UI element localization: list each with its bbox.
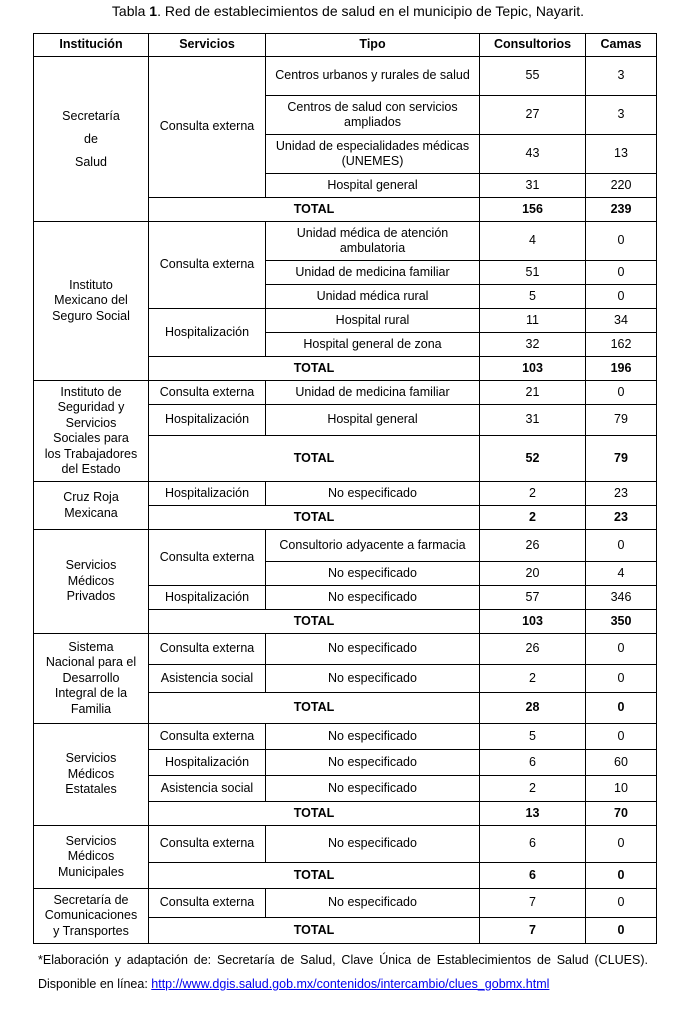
header-camas: Camas bbox=[586, 34, 657, 57]
camas-cell: 4 bbox=[586, 562, 657, 586]
total-label: TOTAL bbox=[149, 357, 480, 381]
camas-cell: 0 bbox=[586, 889, 657, 918]
servicios-cell: Asistencia social bbox=[149, 665, 266, 693]
camas-cell: 3 bbox=[586, 96, 657, 135]
consultorios-cell: 6 bbox=[480, 750, 586, 776]
camas-cell: 60 bbox=[586, 750, 657, 776]
total-label: TOTAL bbox=[149, 506, 480, 530]
table-row bbox=[34, 381, 657, 405]
table-row bbox=[34, 724, 657, 750]
tipo-cell: Unidad de medicina familiar bbox=[266, 261, 480, 285]
caption-number: 1 bbox=[149, 3, 158, 19]
tipo-cell: Unidad de medicina familiar bbox=[266, 381, 480, 405]
institucion-cell: Servicios Médicos Municipales bbox=[34, 826, 149, 889]
servicios-cell: Consulta externa bbox=[149, 826, 266, 863]
tipo-cell: No especificado bbox=[266, 562, 480, 586]
caption-text: . Red de establecimientos de salud en el municipio de Tepic, Nayarit. bbox=[157, 3, 585, 19]
camas-cell: 3 bbox=[586, 57, 657, 96]
consultorios-cell: 57 bbox=[480, 586, 586, 610]
servicios-cell: Hospitalización bbox=[149, 482, 266, 506]
consultorios-cell: 5 bbox=[480, 724, 586, 750]
camas-cell: 13 bbox=[586, 135, 657, 174]
tipo-cell: No especificado bbox=[266, 889, 480, 918]
camas-cell: 0 bbox=[586, 261, 657, 285]
servicios-cell: Hospitalización bbox=[149, 405, 266, 436]
table-row bbox=[34, 482, 657, 506]
total-camas: 0 bbox=[586, 863, 657, 889]
consultorios-cell: 5 bbox=[480, 285, 586, 309]
consultorios-cell: 27 bbox=[480, 96, 586, 135]
total-consultorios: 2 bbox=[480, 506, 586, 530]
institucion-cell: Instituto de Seguridad y Servicios Sociales para los Trabajadores del Estado bbox=[34, 381, 149, 482]
servicios-cell: Consulta externa bbox=[149, 889, 266, 918]
tipo-cell: No especificado bbox=[266, 482, 480, 506]
total-consultorios: 52 bbox=[480, 436, 586, 482]
consultorios-cell: 11 bbox=[480, 309, 586, 333]
total-consultorios: 103 bbox=[480, 357, 586, 381]
servicios-cell: Hospitalización bbox=[149, 586, 266, 610]
table-row bbox=[34, 889, 657, 918]
servicios-cell: Consulta externa bbox=[149, 724, 266, 750]
consultorios-cell: 31 bbox=[480, 405, 586, 436]
table-body bbox=[34, 57, 657, 944]
tipo-cell: No especificado bbox=[266, 750, 480, 776]
source-link[interactable]: http://www.dgis.salud.gob.mx/contenidos/intercambio/clues_gobmx.html bbox=[151, 977, 550, 991]
table-caption bbox=[0, 0, 696, 22]
consultorios-cell: 2 bbox=[480, 665, 586, 693]
tipo-cell: Centros de salud con servicios ampliados bbox=[266, 96, 480, 135]
footnote bbox=[38, 948, 648, 996]
tipo-cell: No especificado bbox=[266, 586, 480, 610]
table-row bbox=[34, 826, 657, 863]
camas-cell: 10 bbox=[586, 776, 657, 802]
tipo-cell: No especificado bbox=[266, 724, 480, 750]
servicios-cell: Consulta externa bbox=[149, 57, 266, 198]
total-consultorios: 13 bbox=[480, 802, 586, 826]
total-consultorios: 103 bbox=[480, 610, 586, 634]
tipo-cell: Hospital rural bbox=[266, 309, 480, 333]
consultorios-cell: 7 bbox=[480, 889, 586, 918]
total-camas: 0 bbox=[586, 693, 657, 724]
camas-cell: 0 bbox=[586, 285, 657, 309]
footnote-text: *Elaboración y adaptación de: Secretaría de Salud, Clave Única de Establecimientos de Salud (CLUES). Disponible en línea: bbox=[38, 953, 648, 991]
servicios-cell: Hospitalización bbox=[149, 750, 266, 776]
table-row bbox=[34, 530, 657, 562]
total-consultorios: 156 bbox=[480, 198, 586, 222]
consultorios-cell: 20 bbox=[480, 562, 586, 586]
total-consultorios: 6 bbox=[480, 863, 586, 889]
total-camas: 70 bbox=[586, 802, 657, 826]
servicios-cell: Hospitalización bbox=[149, 309, 266, 357]
tipo-cell: Hospital general bbox=[266, 405, 480, 436]
institucion-cell: Secretaría de Salud bbox=[34, 57, 149, 222]
table-row bbox=[34, 57, 657, 96]
total-label: TOTAL bbox=[149, 693, 480, 724]
header-servicios: Servicios bbox=[149, 34, 266, 57]
table-row bbox=[34, 634, 657, 665]
header-institucion: Institución bbox=[34, 34, 149, 57]
header-tipo: Tipo bbox=[266, 34, 480, 57]
camas-cell: 162 bbox=[586, 333, 657, 357]
camas-cell: 34 bbox=[586, 309, 657, 333]
establishments-table bbox=[33, 33, 657, 944]
total-label: TOTAL bbox=[149, 802, 480, 826]
servicios-cell: Consulta externa bbox=[149, 530, 266, 586]
total-label: TOTAL bbox=[149, 436, 480, 482]
consultorios-cell: 2 bbox=[480, 776, 586, 802]
total-consultorios: 7 bbox=[480, 918, 586, 944]
tipo-cell: Unidad médica rural bbox=[266, 285, 480, 309]
institucion-cell: Instituto Mexicano del Seguro Social bbox=[34, 222, 149, 381]
institucion-cell: Sistema Nacional para el Desarrollo Integral de la Familia bbox=[34, 634, 149, 724]
institucion-cell: Servicios Médicos Estatales bbox=[34, 724, 149, 826]
institucion-cell: Cruz Roja Mexicana bbox=[34, 482, 149, 530]
total-consultorios: 28 bbox=[480, 693, 586, 724]
tipo-cell: Centros urbanos y rurales de salud bbox=[266, 57, 480, 96]
tipo-cell: Unidad médica de atención ambulatoria bbox=[266, 222, 480, 261]
header-row bbox=[34, 34, 657, 57]
tipo-cell: Hospital general de zona bbox=[266, 333, 480, 357]
camas-cell: 0 bbox=[586, 665, 657, 693]
camas-cell: 0 bbox=[586, 826, 657, 863]
consultorios-cell: 4 bbox=[480, 222, 586, 261]
servicios-cell: Asistencia social bbox=[149, 776, 266, 802]
consultorios-cell: 26 bbox=[480, 530, 586, 562]
consultorios-cell: 32 bbox=[480, 333, 586, 357]
tipo-cell: Hospital general bbox=[266, 174, 480, 198]
consultorios-cell: 51 bbox=[480, 261, 586, 285]
consultorios-cell: 26 bbox=[480, 634, 586, 665]
total-label: TOTAL bbox=[149, 198, 480, 222]
camas-cell: 0 bbox=[586, 724, 657, 750]
tipo-cell: No especificado bbox=[266, 826, 480, 863]
institucion-cell: Servicios Médicos Privados bbox=[34, 530, 149, 634]
consultorios-cell: 43 bbox=[480, 135, 586, 174]
header-consultorios: Consultorios bbox=[480, 34, 586, 57]
servicios-cell: Consulta externa bbox=[149, 222, 266, 309]
table-row bbox=[34, 222, 657, 261]
total-camas: 79 bbox=[586, 436, 657, 482]
tipo-cell: Consultorio adyacente a farmacia bbox=[266, 530, 480, 562]
total-camas: 196 bbox=[586, 357, 657, 381]
camas-cell: 0 bbox=[586, 381, 657, 405]
camas-cell: 346 bbox=[586, 586, 657, 610]
consultorios-cell: 21 bbox=[480, 381, 586, 405]
camas-cell: 23 bbox=[586, 482, 657, 506]
total-camas: 23 bbox=[586, 506, 657, 530]
tipo-cell: Unidad de especialidades médicas (UNEMES) bbox=[266, 135, 480, 174]
consultorios-cell: 31 bbox=[480, 174, 586, 198]
total-label: TOTAL bbox=[149, 610, 480, 634]
camas-cell: 0 bbox=[586, 634, 657, 665]
tipo-cell: No especificado bbox=[266, 665, 480, 693]
camas-cell: 220 bbox=[586, 174, 657, 198]
total-label: TOTAL bbox=[149, 918, 480, 944]
caption-prefix: Tabla bbox=[111, 3, 150, 19]
camas-cell: 79 bbox=[586, 405, 657, 436]
camas-cell: 0 bbox=[586, 530, 657, 562]
total-camas: 239 bbox=[586, 198, 657, 222]
servicios-cell: Consulta externa bbox=[149, 634, 266, 665]
consultorios-cell: 55 bbox=[480, 57, 586, 96]
total-camas: 0 bbox=[586, 918, 657, 944]
tipo-cell: No especificado bbox=[266, 634, 480, 665]
total-label: TOTAL bbox=[149, 863, 480, 889]
servicios-cell: Consulta externa bbox=[149, 381, 266, 405]
tipo-cell: No especificado bbox=[266, 776, 480, 802]
camas-cell: 0 bbox=[586, 222, 657, 261]
institucion-cell: Secretaría de Comunicaciones y Transportes bbox=[34, 889, 149, 944]
consultorios-cell: 2 bbox=[480, 482, 586, 506]
consultorios-cell: 6 bbox=[480, 826, 586, 863]
total-camas: 350 bbox=[586, 610, 657, 634]
